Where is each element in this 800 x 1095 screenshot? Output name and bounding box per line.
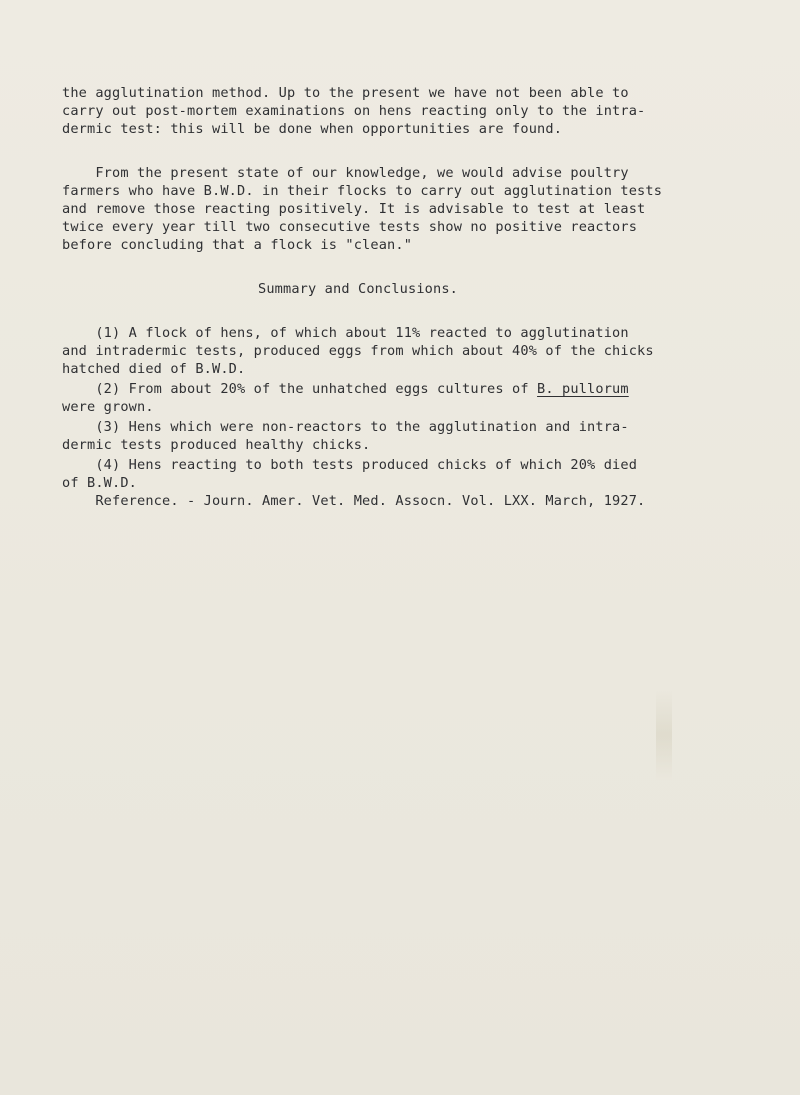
paragraph-2-line-4: twice every year till two consecutive tests show no positive reactors: [62, 219, 638, 235]
section-heading: Summary and Conclusions.: [258, 281, 459, 297]
organism-name: B. pullorum: [537, 381, 629, 397]
paragraph-2-line-3: and remove those reacting positively. It is advisable to test at least: [62, 201, 646, 217]
conclusion-1-line-2: and intradermic tests, produced eggs from which about 40% of the chicks: [62, 343, 654, 359]
reference-line: Reference. - Journ. Amer. Vet. Med. Assocn. Vol. LXX. March, 1927.: [62, 493, 646, 509]
conclusion-2-line-1: [62, 380, 629, 398]
conclusion-1-line-3: hatched died of B.W.D.: [62, 361, 246, 377]
conclusion-3-line-1: (3) Hens which were non-reactors to the agglutination and intra-: [62, 419, 629, 435]
conclusion-1-line-1: (1) A flock of hens, of which about 11% reacted to agglutination: [62, 325, 629, 341]
conclusion-3-line-2: dermic tests produced healthy chicks.: [62, 437, 371, 453]
conclusion-4-line-2: of B.W.D.: [62, 475, 138, 491]
paragraph-1-line-2: carry out post-mortem examinations on hens reacting only to the intra-: [62, 103, 646, 119]
conclusion-2-line-2: were grown.: [62, 399, 154, 415]
paragraph-2-line-2: farmers who have B.W.D. in their flocks to carry out agglutination tests: [62, 183, 663, 199]
conclusion-2-text: (2) From about 20% of the unhatched eggs cultures of: [62, 381, 538, 397]
paragraph-2-line-5: before concluding that a flock is "clean.": [62, 237, 413, 253]
paragraph-1-line-1: the agglutination method. Up to the present we have not been able to: [62, 85, 629, 101]
paragraph-1-line-3: dermic test: this will be done when opportunities are found.: [62, 121, 563, 137]
conclusion-4-line-1: (4) Hens reacting to both tests produced chicks of which 20% died: [62, 457, 638, 473]
paragraph-2-line-1: From the present state of our knowledge, we would advise poultry: [62, 165, 629, 181]
paper-crease: [656, 690, 672, 780]
